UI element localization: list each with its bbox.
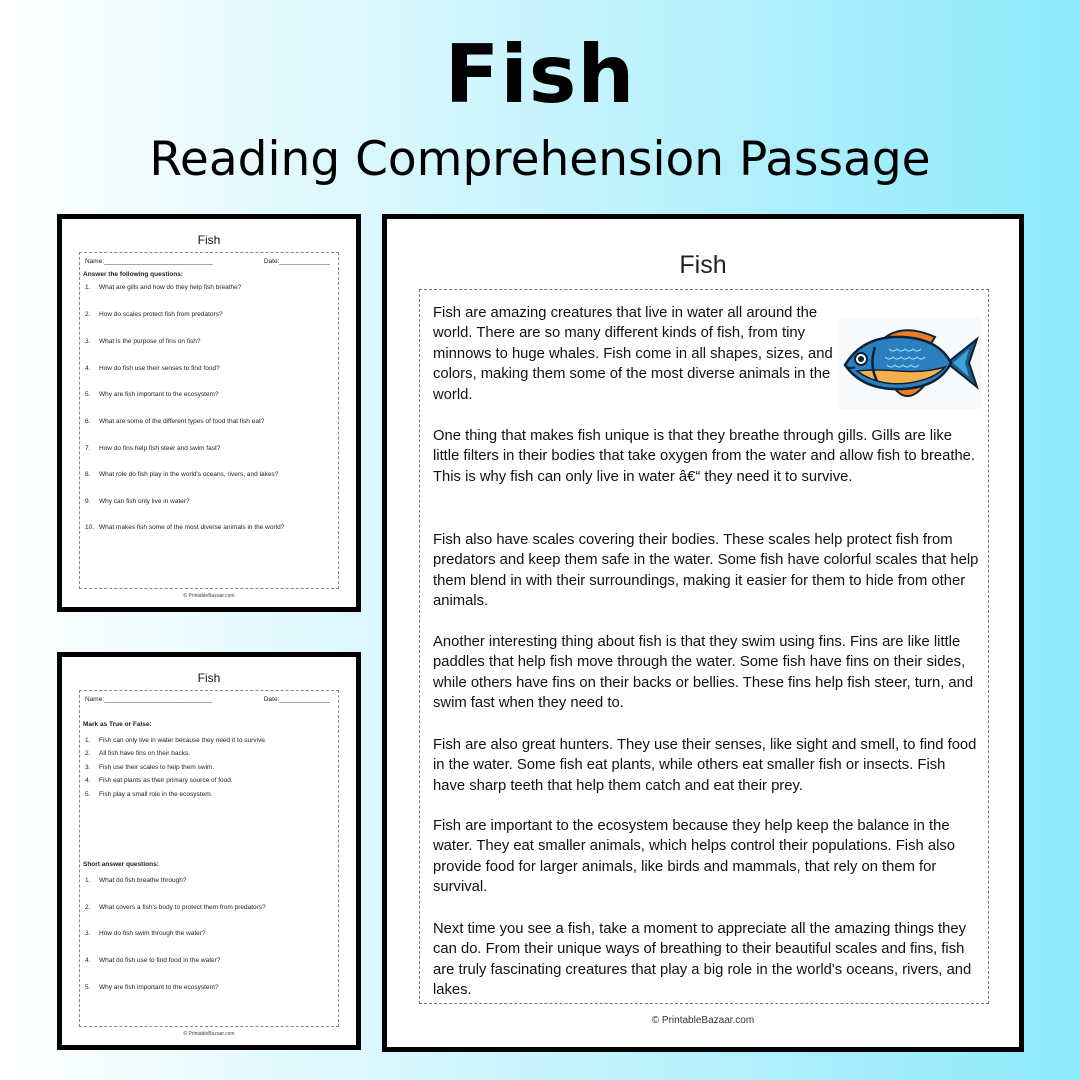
passage-paragraph-1: Fish are amazing creatures that live in water all around the world. There are so many different kinds of fish, from tiny minnows to huge whales. Fish come in all shapes, sizes, and colors, making them some of the most diverse animals in the world.	[433, 305, 833, 403]
passage-paragraph-5: Fish are also great hunters. They use their senses, like sight and smell, to find food in the water. Some fish eat plants, while others eat smaller fish or insects. Fish have sharp teeth that help them catch and eat their prey.	[433, 737, 977, 794]
true-false-item: 3. Fish use their scales to help them swim.	[85, 764, 215, 771]
passage-paragraph-4: Another interesting thing about fish is that they swim using fins. Fins are like little paddles that help fish move through the water. Some fish have fins on their sides, while others have fins on their backs or bellies. These fins help fish steer, turn, and swim fast when they need to.	[433, 634, 974, 712]
true-false-heading: Mark as True or False:	[83, 721, 152, 728]
question-item: 5. Why are fish important to the ecosystem?	[85, 391, 219, 398]
worksheet-title: Fish	[197, 671, 221, 685]
name-date-row	[85, 696, 330, 706]
true-false-item: 2. All fish have fins on their backs.	[85, 750, 191, 757]
passage-paragraph-6: Fish are important to the ecosystem because they help keep the balance in the water. They eat smaller animals, which helps control their populations. Fish also provide food for larger animals, like birds and mammals, that rely on them for survival.	[433, 818, 955, 896]
question-item: 8. What role do fish play in the world's oceans, rivers, and lakes?	[85, 471, 279, 478]
page-subtitle: Reading Comprehension Passage	[149, 132, 931, 187]
question-item: 2. How do scales protect fish from predators?	[85, 311, 223, 318]
question-item: 6. What are some of the different types of food that fish eat?	[85, 418, 265, 425]
date-label: Date:______________	[263, 696, 330, 703]
passage-paragraph-3: Fish also have scales covering their bodies. These scales help protect fish from predators and keep them safe in the water. Some fish have colorful scales that help them blend in with their surroundings, making it easier for them to hide from other animals.	[433, 532, 979, 610]
passage-paragraph-7: Next time you see a fish, take a moment to appreciate all the amazing things they can do. From their unique ways of breathing to their beautiful scales and fins, fish are truly fascinating creatures that play a big role in the world's oceans, rivers, and lakes.	[433, 921, 972, 999]
question-item: 1. What are gills and how do they help fish breathe?	[85, 284, 242, 291]
worksheet-question-box	[79, 690, 339, 1027]
name-date-row	[85, 258, 330, 268]
worksheet-title: Fish	[197, 233, 221, 247]
short-answer-item: 1. What do fish breathe through?	[85, 877, 187, 884]
question-item: 3. What is the purpose of fins on fish?	[85, 338, 201, 345]
true-false-item: 4. Fish eat plants as their primary source of food.	[85, 777, 233, 784]
worksheet-questions-preview	[57, 214, 361, 612]
date-label: Date:______________	[263, 258, 330, 265]
true-false-item: 5. Fish play a small role in the ecosystem.	[85, 791, 213, 798]
passage-sheet	[382, 214, 1024, 1052]
short-answer-heading: Short answer questions:	[83, 861, 159, 868]
passage-title: Fish	[679, 251, 727, 279]
question-item: 10. What makes fish some of the most diverse animals in the world?	[85, 524, 285, 531]
short-answer-item: 5. Why are fish important to the ecosystem?	[85, 984, 219, 991]
question-item: 4. How do fish use their senses to find food?	[85, 365, 220, 372]
copyright-text: © PrintableBazaar.com	[183, 1031, 235, 1037]
short-answer-item: 4. What do fish use to find food in the water?	[85, 957, 221, 964]
true-false-item: 1. Fish can only live in water because they need it to survive.	[85, 737, 267, 744]
name-label: Name:______________________________	[85, 258, 213, 265]
page-title: Fish	[444, 28, 636, 121]
worksheet-question-box	[79, 252, 339, 589]
short-answer-item: 3. How do fish swim through the water?	[85, 930, 206, 937]
copyright-text: © PrintableBazaar.com	[183, 593, 235, 599]
instructions-heading: Answer the following questions:	[83, 271, 184, 278]
name-label: Name:______________________________	[85, 696, 213, 703]
question-item: 9. Why can fish only live in water?	[85, 498, 190, 505]
worksheet-true-false-preview	[57, 652, 361, 1050]
copyright-text: © PrintableBazaar.com	[651, 1015, 755, 1026]
fish-icon	[839, 317, 981, 409]
short-answer-item: 2. What covers a fish's body to protect them from predators?	[85, 904, 266, 911]
passage-paragraph-2: One thing that makes fish unique is that they breathe through gills. Gills are like little filters in their bodies that take oxygen from the water and allow fish to breathe. This is why fish can only live in water â€“ they need it to survive.	[433, 428, 976, 485]
question-item: 7. How do fins help fish steer and swim fast?	[85, 445, 221, 452]
